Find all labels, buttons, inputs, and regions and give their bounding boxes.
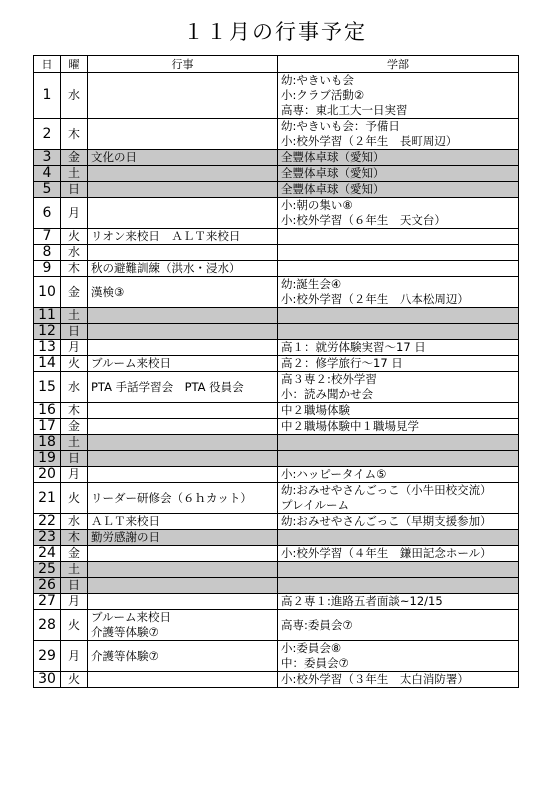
header-event: 行事 [88,56,278,73]
dept-line: 全豐体卓球（愛知） [281,150,385,164]
header-row [34,56,519,73]
dept-cell [278,261,519,277]
day-cell: 26 [34,578,61,594]
dept-cell [278,419,519,435]
day-cell: 4 [34,166,61,182]
day-cell: 28 [34,610,61,641]
table-row [34,182,519,198]
day-cell: 5 [34,182,61,198]
dept-line: 小:ハッピータイム⑤ [281,467,387,481]
dept-line: 幼:誕生会④ [281,277,342,291]
weekday-cell: 土 [61,562,88,578]
dept-line: 高専：東北工大一日実習 [281,103,408,117]
dept-line: 高２専１:進路五者面談~12/15 [281,594,443,608]
event-line: 文化の日 [91,150,137,164]
day-cell: 7 [34,229,61,245]
day-cell: 10 [34,277,61,308]
dept-cell [278,641,519,672]
dept-cell [278,340,519,356]
day-cell: 15 [34,372,61,403]
dept-line: 中２職場体験 [281,403,350,417]
event-line: 介護等体験⑦ [91,625,159,639]
event-cell [88,261,278,277]
dept-line: 幼:やきいも会：予備日 [281,119,400,133]
dept-cell [278,229,519,245]
dept-cell [278,467,519,483]
event-cell [88,641,278,672]
dept-line: 小:校外学習（２年生 長町周辺） [281,134,458,148]
table-row [34,119,519,150]
table-row [34,198,519,229]
weekday-cell: 火 [61,229,88,245]
table-row [34,610,519,641]
weekday-cell: 土 [61,308,88,324]
dept-line: 幼:おみせやさんごっこ（早期支援参加） [281,514,492,528]
event-cell [88,672,278,688]
table-row [34,467,519,483]
event-line: 漢検③ [91,284,125,299]
table-row [34,372,519,403]
event-cell [88,530,278,546]
weekday-cell: 金 [61,277,88,308]
dept-line: 高３専２:校外学習 [281,372,377,386]
event-cell [88,73,278,119]
event-cell [88,546,278,562]
dept-cell [278,451,519,467]
table-row [34,419,519,435]
event-cell [88,356,278,372]
table-row [34,641,519,672]
event-cell [88,578,278,594]
dept-line: 小:朝の集い⑧ [281,198,353,212]
event-cell [88,119,278,150]
header-weekday: 曜 [61,56,88,73]
weekday-cell: 月 [61,594,88,610]
day-cell: 24 [34,546,61,562]
weekday-cell: 土 [61,435,88,451]
event-cell [88,451,278,467]
dept-line: 小：読み聞かせ会 [281,387,373,401]
dept-cell [278,403,519,419]
table-row [34,245,519,261]
weekday-cell: 火 [61,672,88,688]
table-row [34,324,519,340]
weekday-cell: 水 [61,245,88,261]
table-row [34,562,519,578]
day-cell: 13 [34,340,61,356]
weekday-cell: 水 [61,372,88,403]
event-cell [88,166,278,182]
event-cell [88,198,278,229]
weekday-cell: 月 [61,340,88,356]
weekday-cell: 木 [61,530,88,546]
dept-line: 小:クラブ活動② [281,88,365,102]
table-row [34,530,519,546]
table-row [34,150,519,166]
table-row [34,261,519,277]
day-cell: 8 [34,245,61,261]
table-row [34,308,519,324]
day-cell: 29 [34,641,61,672]
event-cell [88,514,278,530]
table-row [34,166,519,182]
day-cell: 6 [34,198,61,229]
weekday-cell: 水 [61,73,88,119]
weekday-cell: 月 [61,467,88,483]
page-title: １１月の行事予定 [183,20,367,44]
weekday-cell: 月 [61,198,88,229]
weekday-cell: 月 [61,641,88,672]
event-cell [88,340,278,356]
weekday-cell: 日 [61,578,88,594]
day-cell: 25 [34,562,61,578]
table-row [34,435,519,451]
weekday-cell: 金 [61,546,88,562]
event-line: リーダー研修会（６ｈカット） [91,490,252,505]
dept-cell [278,514,519,530]
day-cell: 30 [34,672,61,688]
day-cell: 17 [34,419,61,435]
dept-cell [278,610,519,641]
dept-line: 全豐体卓球（愛知） [281,166,385,180]
weekday-cell: 火 [61,483,88,514]
dept-cell [278,308,519,324]
schedule-table [33,55,519,688]
dept-cell [278,277,519,308]
table-row [34,277,519,308]
dept-line: 全豐体卓球（愛知） [281,182,385,196]
weekday-cell: 火 [61,356,88,372]
dept-line: 小:校外学習（３年生 太白消防署） [281,672,469,686]
dept-cell [278,245,519,261]
event-line: ブルーム来校日 [91,356,172,370]
event-cell [88,562,278,578]
event-cell [88,610,278,641]
weekday-cell: 日 [61,451,88,467]
weekday-cell: 金 [61,150,88,166]
day-cell: 16 [34,403,61,419]
day-cell: 1 [34,73,61,119]
dept-cell [278,672,519,688]
event-line: リオン来校日 ＡＬＴ来校日 [91,229,241,243]
event-cell [88,483,278,514]
table-row [34,578,519,594]
dept-cell [278,546,519,562]
dept-cell [278,166,519,182]
event-line: 秋の避難訓練（洪水・浸水） [91,261,241,275]
dept-cell [278,530,519,546]
dept-line: 高２：修学旅行～17 日 [281,356,403,370]
dept-cell [278,182,519,198]
dept-line: 小:委員会⑧ [281,641,342,655]
event-cell [88,467,278,483]
weekday-cell: 日 [61,182,88,198]
dept-cell [278,73,519,119]
table-row [34,229,519,245]
dept-line: 小:校外学習（６年生 天文台） [281,213,446,227]
event-cell [88,594,278,610]
weekday-cell: 日 [61,324,88,340]
weekday-cell: 金 [61,419,88,435]
dept-cell [278,119,519,150]
day-cell: 18 [34,435,61,451]
event-cell [88,403,278,419]
dept-line: 小:校外学習（２年生 八本松周辺） [281,292,469,306]
weekday-cell: 木 [61,119,88,150]
day-cell: 14 [34,356,61,372]
dept-cell [278,372,519,403]
dept-cell [278,435,519,451]
dept-cell [278,150,519,166]
day-cell: 2 [34,119,61,150]
dept-cell [278,562,519,578]
dept-cell [278,483,519,514]
day-cell: 20 [34,467,61,483]
day-cell: 9 [34,261,61,277]
day-cell: 3 [34,150,61,166]
dept-line: プレイルーム [281,498,349,512]
event-line: 勤労感謝の日 [91,530,160,544]
dept-line: 高１：就労体験実習～17 日 [281,340,426,354]
weekday-cell: 木 [61,403,88,419]
table-row [34,594,519,610]
header-dept: 学部 [278,56,519,73]
event-cell [88,419,278,435]
dept-line: 中２職場体験中１職場見学 [281,419,419,433]
weekday-cell: 土 [61,166,88,182]
event-cell [88,150,278,166]
weekday-cell: 火 [61,610,88,641]
event-cell [88,277,278,308]
dept-cell [278,578,519,594]
table-row [34,514,519,530]
day-cell: 11 [34,308,61,324]
table-row [34,483,519,514]
table-row [34,546,519,562]
event-cell [88,229,278,245]
event-cell [88,245,278,261]
event-line: PTA 手話学習会 PTA 役員会 [91,379,244,394]
weekday-cell: 水 [61,514,88,530]
weekday-cell: 木 [61,261,88,277]
day-cell: 21 [34,483,61,514]
table-row [34,672,519,688]
dept-line: 高専:委員会⑦ [281,617,353,632]
dept-line: 小:校外学習（４年生 鎌田記念ホール） [281,546,492,560]
header-day: 日 [34,56,61,73]
day-cell: 22 [34,514,61,530]
dept-cell [278,356,519,372]
event-cell [88,324,278,340]
dept-line: 幼:やきいも会 [281,73,354,87]
event-cell [88,308,278,324]
day-cell: 23 [34,530,61,546]
table-row [34,356,519,372]
table-row [34,340,519,356]
dept-cell [278,198,519,229]
event-line: 介護等体験⑦ [91,648,159,663]
table-body [34,73,519,688]
table-row [34,451,519,467]
table-row [34,403,519,419]
dept-line: 幼:おみせやさんごっこ（小牛田校交流） [281,483,492,497]
event-cell [88,435,278,451]
day-cell: 27 [34,594,61,610]
event-line: ブルーム来校日 [91,610,172,624]
event-cell [88,182,278,198]
event-cell [88,372,278,403]
dept-cell [278,594,519,610]
dept-cell [278,324,519,340]
table-row [34,73,519,119]
day-cell: 19 [34,451,61,467]
dept-line: 中：委員会⑦ [281,656,349,670]
event-line: ＡＬＴ来校日 [91,514,160,528]
day-cell: 12 [34,324,61,340]
